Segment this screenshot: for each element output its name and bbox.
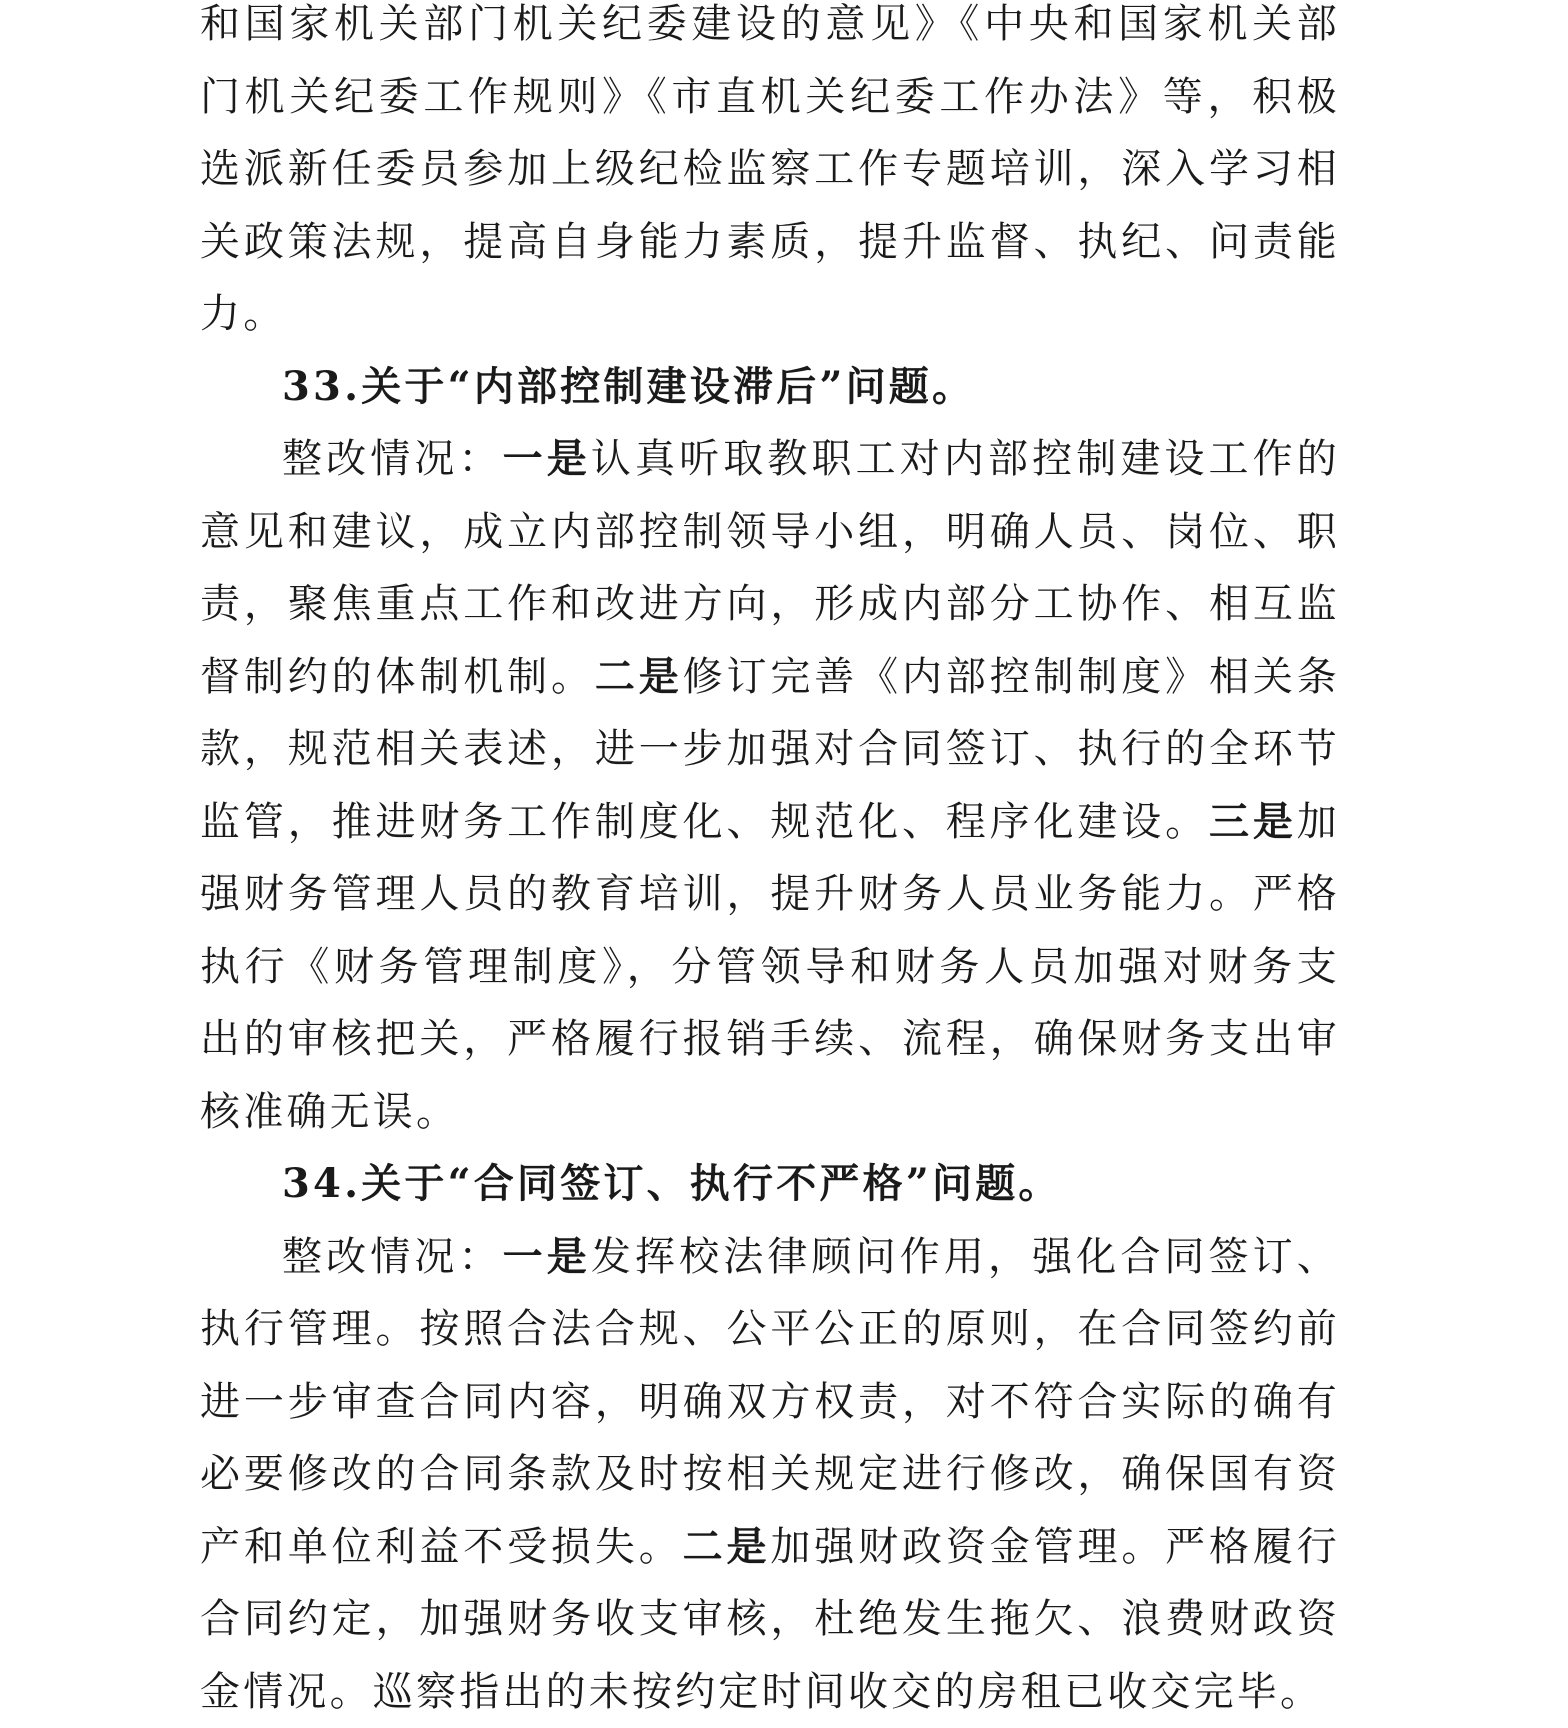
document-page [200, 0, 1340, 1600]
point-marker-one: 一是 [503, 435, 591, 482]
point-marker-three: 三是 [1209, 798, 1297, 845]
paragraph-continued: 和国家机关部门机关纪委建设的意见》《中央和国家机关部门机关纪委工作规则》《市直机关纪委工作办法》等，积极选派新任委员参加上级纪检监察工作专题培训，深入学习相关政策法规，提高自身能力素质，提升监督、执纪、问责能力。 [200, 0, 1340, 351]
point-text-two: 修订完善《内部控制制度》相关条款，规范相关表述，进一步加强对合同签订、执行的全环节监管，推进财务工作制度化、规范化、程序化建设。 [200, 654, 1340, 845]
point-text-one: 认真听取教职工对内部控制建设工作的意见和建议，成立内部控制领导小组，明确人员、岗位、职责，聚焦重点工作和改进方向，形成内部分工协作、相互监督制约的体制机制。 [200, 436, 1340, 700]
point-text-one: 发挥校法律顾问作用，强化合同签订、执行管理。按照合法合规、公平公正的原则，在合同签约前进一步审查合同内容，明确双方权责，对不符合实际的确有必要修改的合同条款及时按相关规定进行修改，确保国有资产和单位利益不受损失。 [200, 1234, 1340, 1570]
rectification-lead: 整改情况： [282, 436, 503, 482]
rectification-lead: 整改情况： [282, 1234, 503, 1280]
point-marker-two: 二是 [595, 653, 683, 700]
point-marker-one: 一是 [503, 1233, 591, 1280]
point-text-two: 加强财政资金管理。严格履行合同约定，加强财务收支审核，杜绝发生拖欠、浪费财政资金情况。巡察指出的未按约定时间收交的房租已收交完毕。 [200, 1524, 1340, 1715]
paragraph-item-34-rectification [200, 1221, 1340, 1728]
point-text-three: 加强财务管理人员的教育培训，提升财务人员业务能力。严格执行《财务管理制度》，分管领导和财务人员加强对财务支出的审核把关，严格履行报销手续、流程，确保财务支出审核准确无误。 [200, 799, 1340, 1135]
heading-item-34: 34.关于“合同签订、执行不严格”问题。 [200, 1148, 1340, 1221]
paragraph-item-33-rectification [200, 423, 1340, 1148]
point-marker-two: 二是 [683, 1523, 771, 1570]
heading-item-33: 33.关于“内部控制建设滞后”问题。 [200, 351, 1340, 424]
